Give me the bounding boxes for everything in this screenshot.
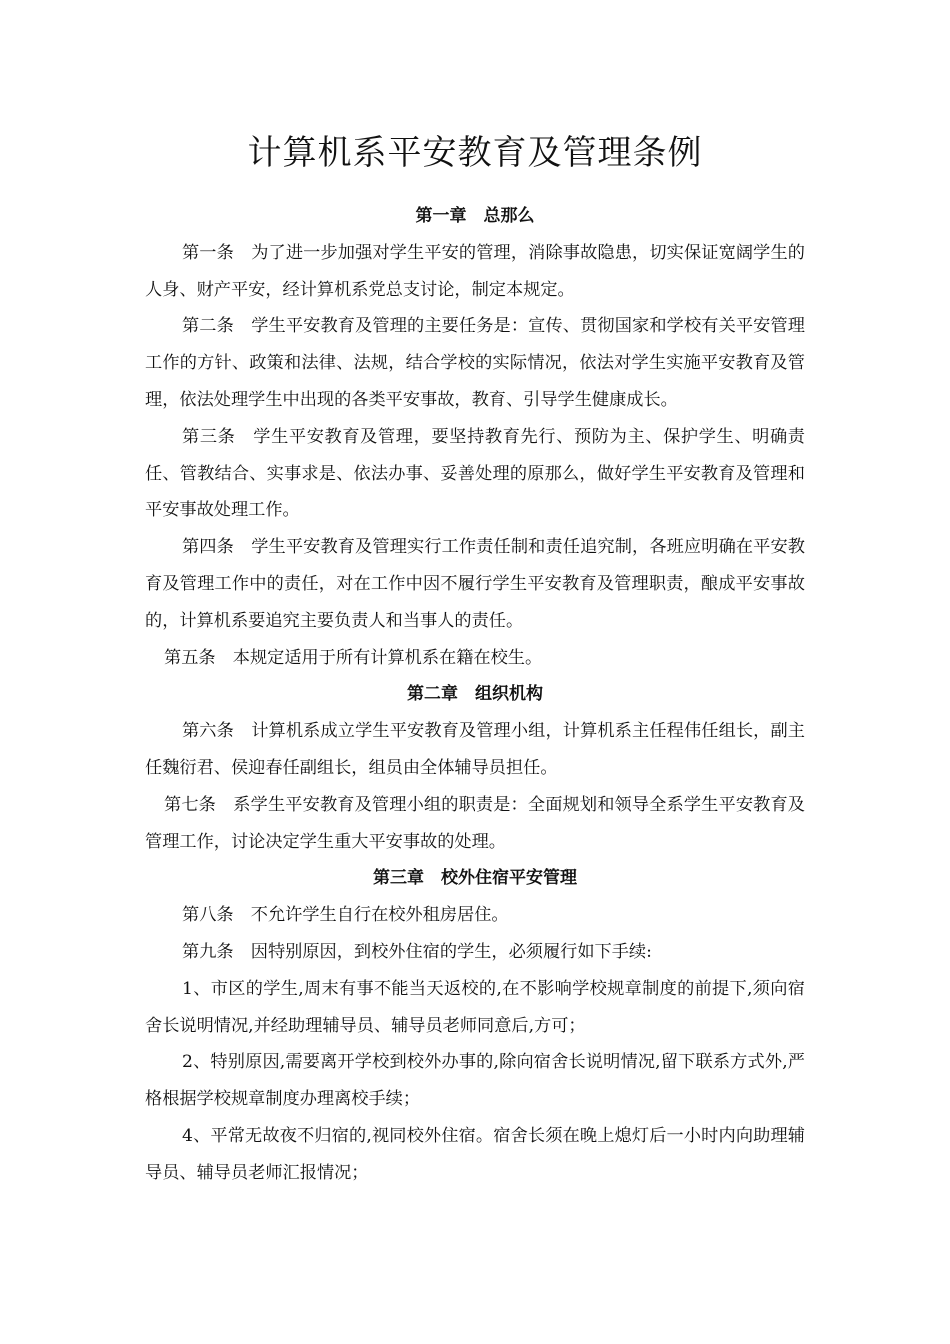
article-paragraph: 第四条 学生平安教育及管理实行工作责任制和责任追究制，各班应明确在平安教育及管理工作中的责任，对在工作中因不履行学生平安教育及管理职责，酿成平安事故的，计算机系要追究主要负责人和当事人的责任。	[145, 537, 805, 631]
list-item: 2、特别原因,需要离开学校到校外办事的,除向宿舍长说明情况,留下联系方式外,严格根据学校规章制度办理离校手续；	[145, 1052, 805, 1110]
document-title: 计算机系平安教育及管理条例	[247, 133, 703, 173]
article-paragraph: 第一条 为了进一步加强对学生平安的管理，消除事故隐患，切实保证宽阔学生的人身、财产平安，经计算机系党总支讨论，制定本规定。	[145, 242, 805, 300]
article-paragraph: 第六条 计算机系成立学生平安教育及管理小组，计算机系主任程伟任组长，副主任魏衍君、侯迎春任副组长，组员由全体辅导员担任。	[145, 721, 805, 778]
chapter-heading: 第一章 总那么	[415, 206, 535, 226]
article-paragraph: 第五条 本规定适用于所有计算机系在籍在校生。	[164, 647, 543, 668]
chapter-heading: 第二章 组织机构	[407, 684, 543, 705]
article-paragraph: 第七条 系学生平安教育及管理小组的职责是：全面规划和领导全系学生平安教育及管理工作，讨论决定学生重大平安事故的处理。	[145, 794, 805, 852]
article-paragraph: 第三条 学生平安教育及管理，要坚持教育先行、预防为主、保护学生、明确责任、管教结合、实事求是、依法办事、妥善处理的原那么，做好学生平安教育及管理和平安事故处理工作。	[145, 426, 805, 521]
article-paragraph: 第八条 不允许学生自行在校外租房居住。	[182, 905, 509, 926]
document-body	[145, 198, 805, 1192]
article-paragraph: 第九条 因特别原因，到校外住宿的学生，必须履行如下手续:	[182, 941, 652, 962]
article-paragraph: 第二条 学生平安教育及管理的主要任务是：宣传、贯彻国家和学校有关平安管理工作的方针、政策和法律、法规，结合学校的实际情况，依法对学生实施平安教育及管理，依法处理学生中出现的各类平安事故，教育、引导学生健康成长。	[145, 316, 805, 410]
list-item: 4、平常无故夜不归宿的,视同校外住宿。宿舍长须在晚上熄灯后一小时内向助理辅导员、辅导员老师汇报情况；	[145, 1125, 805, 1183]
list-item: 1、市区的学生,周末有事不能当天返校的,在不影响学校规章制度的前提下,须向宿舍长说明情况,并经助理辅导员、辅导员老师同意后,方可；	[145, 978, 805, 1036]
chapter-heading: 第三章 校外住宿平安管理	[373, 868, 577, 889]
